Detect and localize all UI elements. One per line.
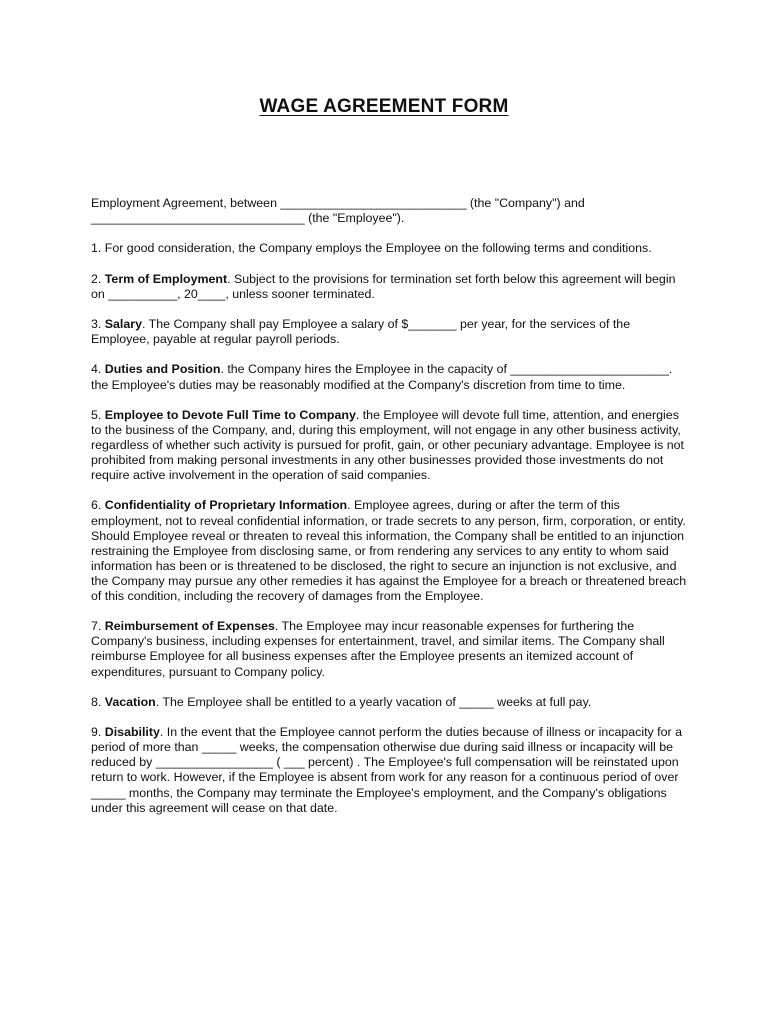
section-heading: Confidentiality of Proprietary Information bbox=[104, 498, 348, 513]
section-heading: Reimbursement of Expenses bbox=[104, 619, 275, 634]
section-1 bbox=[91, 241, 691, 256]
section-number: 5. bbox=[91, 407, 105, 422]
section-text: . the Company hires the Employee in the capacity of _______________________. the Employee's duties may be reasonably modified at the Company's discretion from time to time. bbox=[91, 362, 673, 392]
section-7 bbox=[91, 619, 691, 679]
section-number: 2. bbox=[91, 271, 105, 286]
section-text: . Subject to the provisions for termination set forth below this agreement will begin on __________, 20____, unless sooner terminated. bbox=[91, 271, 676, 301]
section-heading: Salary bbox=[104, 317, 142, 332]
section-heading: Disability bbox=[104, 725, 160, 740]
section-number: 3. bbox=[91, 317, 105, 332]
intro-paragraph: Employment Agreement, between ___________________________ (the "Company") and _______________________________ (the "Employee"). bbox=[91, 196, 585, 226]
section-8 bbox=[91, 695, 691, 710]
section-9 bbox=[91, 725, 691, 816]
document-body bbox=[91, 196, 691, 831]
section-3 bbox=[91, 317, 691, 347]
section-heading: Term of Employment bbox=[104, 271, 228, 286]
section-heading: Employee to Devote Full Time to Company bbox=[104, 407, 356, 422]
section-number: 4. bbox=[91, 362, 105, 377]
section-2 bbox=[91, 272, 691, 302]
section-number: 9. bbox=[91, 725, 105, 740]
section-text: . Employee agrees, during or after the term of this employment, not to reveal confidential information, or trade secrets to any person, firm, corporation, or entity. Should Employee reveal or threaten to reveal this information, the Company shall be entitled to an injunction restraining the Employee from disclosing same, or from rendering any services to any entity to whom said information has been or is threatened to be disclosed, the right to secure an injunction is not exclusive, and the Company may pursue any other remedies it has against the Employee for a breach or threatened breach of this condition, including the recovery of damages from the Employee. bbox=[91, 498, 687, 603]
section-6 bbox=[91, 498, 691, 604]
section-number: 8. bbox=[91, 694, 105, 709]
section-text: For good consideration, the Company employs the Employee on the following terms and conditions. bbox=[104, 241, 652, 256]
section-heading: Duties and Position bbox=[104, 362, 221, 377]
section-text: . The Employee shall be entitled to a yearly vacation of _____ weeks at full pay. bbox=[155, 694, 592, 709]
section-5 bbox=[91, 408, 691, 483]
section-number: 1. bbox=[91, 241, 105, 256]
section-number: 7. bbox=[91, 619, 105, 634]
section-text: . The Company shall pay Employee a salary of $_______ per year, for the services of the Employee, payable at regular payroll periods. bbox=[91, 317, 631, 347]
section-number: 6. bbox=[91, 498, 105, 513]
page-title: WAGE AGREEMENT FORM bbox=[259, 96, 509, 117]
section-text: . the Employee will devote full time, attention, and energies to the business of the Company, and, during this employment, will not engage in any other business activity, regardless of whether such activity is pursued for profit, gain, or other pecuniary advantage. Employee is not prohibited from making personal investments in any other businesses provided those investments do not require active involvement in the operation of said companies. bbox=[91, 407, 685, 483]
section-4 bbox=[91, 362, 691, 392]
section-text: . In the event that the Employee cannot perform the duties because of illness or incapacity for a period of more than _____ weeks, the compensation otherwise due during said illness or incapacity will be reduced by _________________ ( ___ percent) . The Employee's full compensation will be reinstated upon return to work. However, if the Employee is absent from work for any reason for a continuous period of over _____ months, the Company may terminate the Employee's employment, and the Company's obligations under this agreement will cease on that date. bbox=[91, 725, 682, 815]
section-text: . The Employee may incur reasonable expenses for furthering the Company's business, including expenses for entertainment, travel, and similar items. The Company shall reimburse Employee for all business expenses after the Employee presents an itemized account of expenditures, pursuant to Company policy. bbox=[91, 619, 665, 679]
section-heading: Vacation bbox=[104, 694, 156, 709]
